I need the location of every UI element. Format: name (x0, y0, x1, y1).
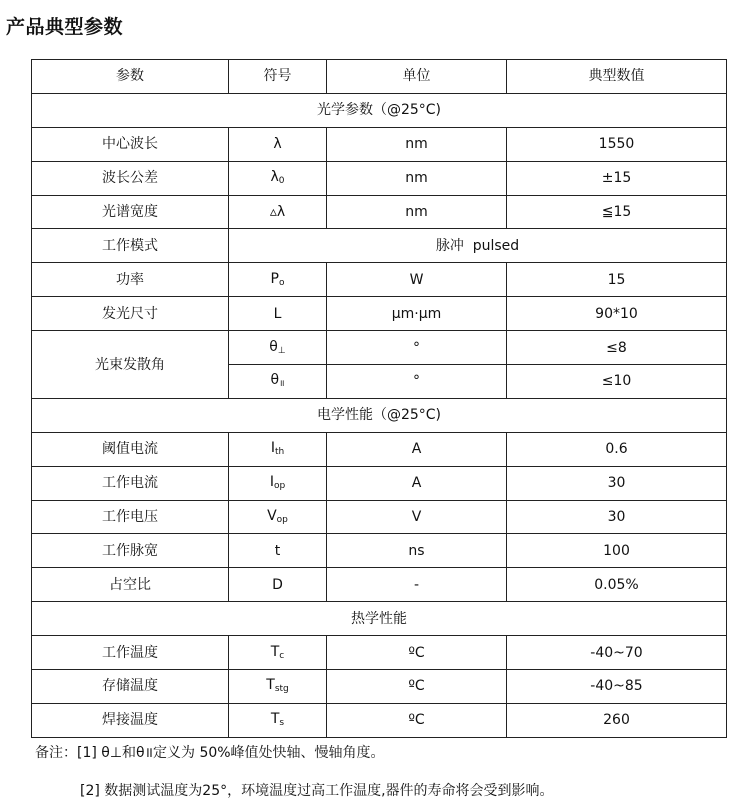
symbol-main: P (270, 270, 279, 287)
unit-cell: nm (327, 195, 507, 229)
value-cell: ≤8 (507, 331, 727, 365)
header-unit: 单位 (327, 60, 507, 94)
page-title: 产品典型参数 (6, 16, 124, 38)
value-cell: 100 (507, 534, 727, 568)
symbol-sub: op (276, 515, 288, 526)
section-optical: 光学参数（@25°C) (32, 93, 727, 127)
symbol-cell: t (229, 534, 327, 568)
param-cell: 波长公差 (32, 161, 229, 195)
param-cell: 中心波长 (32, 127, 229, 161)
symbol-main: I (269, 474, 274, 491)
table-row (32, 161, 727, 195)
param-cell: 工作温度 (32, 636, 229, 670)
value-cell: 15 (507, 263, 727, 297)
symbol-main: λ (270, 169, 279, 186)
param-cell: 焊接温度 (32, 703, 229, 737)
unit-cell: ° (327, 331, 507, 365)
value-cell: 0.05% (507, 568, 727, 602)
table-row (32, 568, 727, 602)
section-row-optical (32, 93, 727, 127)
table-row (32, 432, 727, 466)
header-symbol: 符号 (229, 60, 327, 94)
unit-cell: - (327, 568, 507, 602)
symbol-cell (229, 466, 327, 500)
value-cell: -40~85 (507, 670, 727, 704)
table-row (32, 195, 727, 229)
symbol-main: T (270, 643, 280, 660)
unit-cell: ns (327, 534, 507, 568)
param-cell: 工作模式 (32, 229, 229, 263)
value-cell: 1550 (507, 127, 727, 161)
value-cell: 30 (507, 500, 727, 534)
symbol-sub: ⊥ (277, 345, 286, 356)
value-cell: 脉冲 pulsed (229, 229, 727, 263)
symbol-cell: ▵λ (229, 195, 327, 229)
value-cell: ≤10 (507, 365, 727, 399)
table-row (32, 500, 727, 534)
section-thermal: 热学性能 (32, 602, 727, 636)
parameter-table (31, 59, 727, 738)
param-cell: 存储温度 (32, 670, 229, 704)
param-cell: 光谱宽度 (32, 195, 229, 229)
section-electrical: 电学性能（@25°C) (32, 398, 727, 432)
table-row (32, 670, 727, 704)
unit-cell: ºC (327, 670, 507, 704)
table-row (32, 229, 727, 263)
header-param: 参数 (32, 60, 229, 94)
symbol-sub: stg (274, 684, 289, 695)
symbol-cell: λ (229, 127, 327, 161)
symbol-sub: th (274, 447, 285, 458)
value-cell: 0.6 (507, 432, 727, 466)
param-cell: 工作脉宽 (32, 534, 229, 568)
param-cell: 工作电压 (32, 500, 229, 534)
symbol-main: θ (269, 338, 278, 355)
symbol-sub: o (278, 277, 285, 288)
unit-cell: ° (327, 365, 507, 399)
unit-cell: nm (327, 127, 507, 161)
note-2: [2] 数据测试温度为25°，环境温度过高工作温度,器件的寿命将会受到影响。 (80, 783, 554, 799)
symbol-sub: s (279, 718, 285, 729)
table-header-row (32, 60, 727, 94)
param-cell: 功率 (32, 263, 229, 297)
symbol-cell (229, 636, 327, 670)
param-cell: 光束发散角 (32, 331, 229, 399)
value-cell: 260 (507, 703, 727, 737)
unit-cell: A (327, 466, 507, 500)
table-row (32, 636, 727, 670)
symbol-main: V (267, 508, 277, 525)
symbol-cell (229, 670, 327, 704)
param-cell: 工作电流 (32, 466, 229, 500)
table-row (32, 263, 727, 297)
symbol-cell (229, 365, 327, 399)
symbol-cell (229, 703, 327, 737)
symbol-cell: D (229, 568, 327, 602)
symbol-sub: 0 (278, 176, 285, 187)
symbol-main: I (270, 440, 275, 457)
table-row (32, 297, 727, 331)
value-cell: -40~70 (507, 636, 727, 670)
value-cell: 30 (507, 466, 727, 500)
note-1: 备注：[1] θ⊥和θ॥定义为 50%峰值处快轴、慢轴角度。 (35, 745, 385, 761)
symbol-cell: L (229, 297, 327, 331)
symbol-cell (229, 500, 327, 534)
value-cell: ≦15 (507, 195, 727, 229)
param-cell: 发光尺寸 (32, 297, 229, 331)
symbol-cell (229, 432, 327, 466)
symbol-cell (229, 161, 327, 195)
symbol-main: T (266, 677, 275, 694)
table-row (32, 331, 727, 365)
unit-cell: ºC (327, 703, 507, 737)
table-row (32, 466, 727, 500)
unit-cell: A (327, 432, 507, 466)
symbol-sub: ॥ (279, 379, 285, 390)
header-value: 典型数值 (507, 60, 727, 94)
symbol-sub: op (273, 481, 286, 492)
unit-cell: nm (327, 161, 507, 195)
unit-cell: ºC (327, 636, 507, 670)
table-row (32, 703, 727, 737)
symbol-cell (229, 263, 327, 297)
value-cell: ±15 (507, 161, 727, 195)
table-row (32, 534, 727, 568)
unit-cell: μm·μm (327, 297, 507, 331)
unit-cell: V (327, 500, 507, 534)
symbol-sub: c (279, 650, 285, 661)
section-row-electrical (32, 398, 727, 432)
param-cell: 阈值电流 (32, 432, 229, 466)
symbol-main: T (270, 711, 280, 728)
symbol-main: θ (270, 372, 280, 389)
symbol-cell (229, 331, 327, 365)
unit-cell: W (327, 263, 507, 297)
value-cell: 90*10 (507, 297, 727, 331)
table-row (32, 127, 727, 161)
section-row-thermal (32, 602, 727, 636)
param-cell: 占空比 (32, 568, 229, 602)
